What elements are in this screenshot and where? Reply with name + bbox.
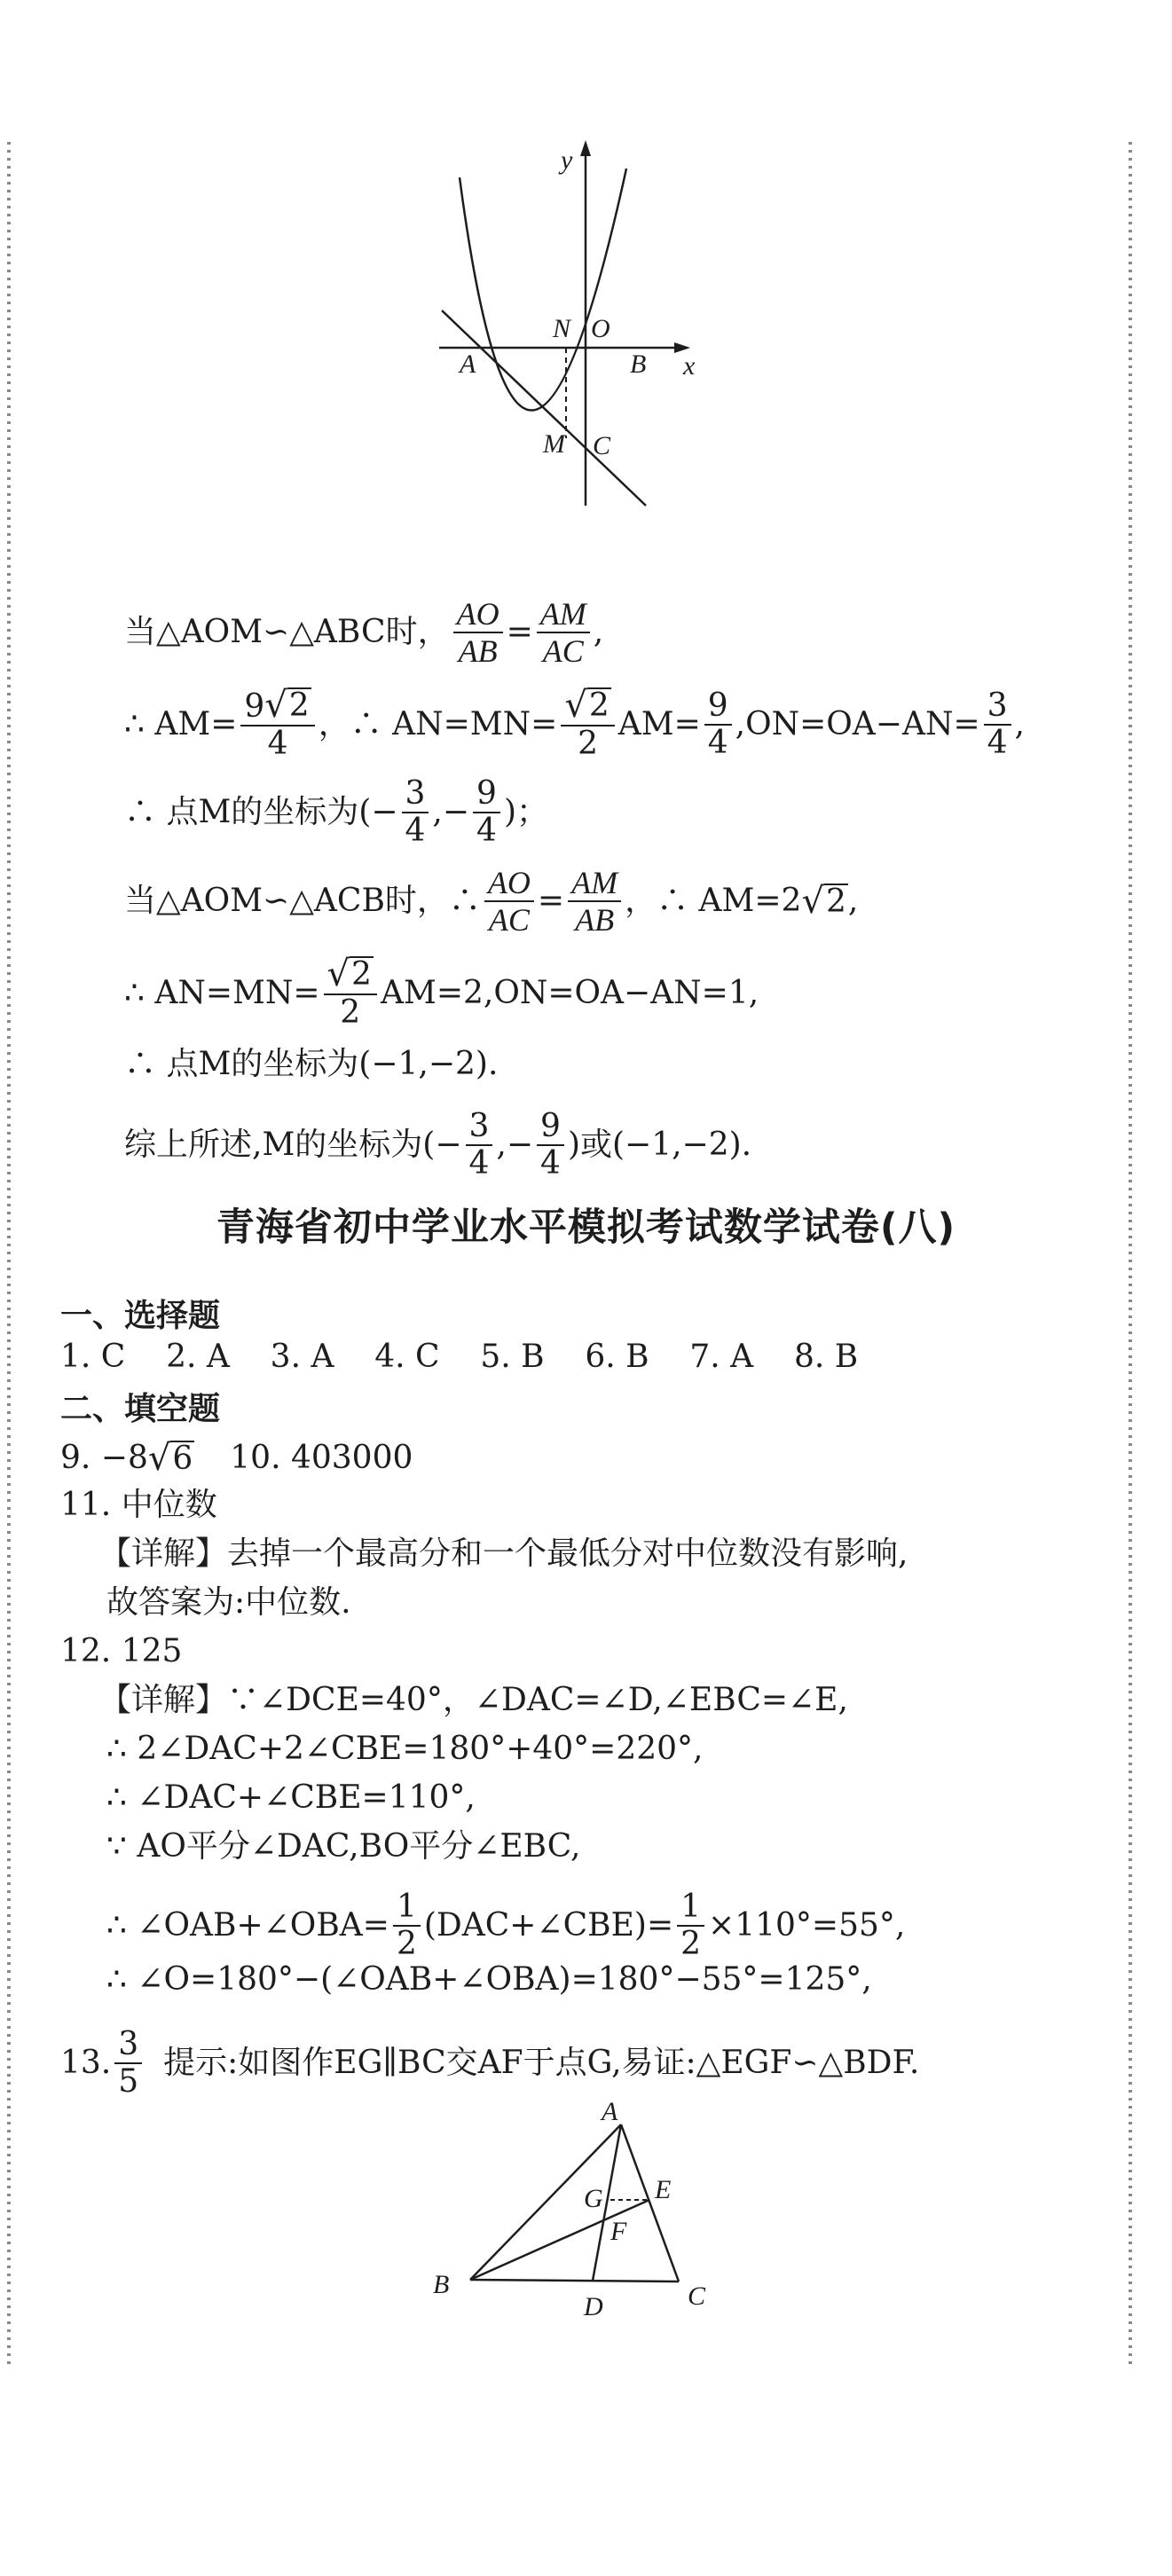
text: 1. C 2. A 3. A 4. C 5. B 6. B 7. A 8. B [60, 1339, 859, 1375]
solution-line-4: 当△AOM∽△ACB时，∴ $\frac{AO}{AC}$ = $\frac{AM}{AB}$ ，∴ AM=2 √ 2 , [124, 865, 859, 938]
text: 综上所述,M的坐标为(− [124, 1127, 462, 1163]
frac-num: 1 [677, 1889, 704, 1927]
frac-den: 4 [468, 1145, 490, 1182]
solution-line-2: ∴ AM= 9 √ 2 4 ，∴ AN=MN= √ 2 2 AM= $\frac{9}{4}$ ,ON=OA−AN= $\frac{3}{4}$ , [124, 685, 1025, 762]
text: )； [503, 794, 548, 830]
text: 13. [60, 2045, 112, 2081]
q12-detail-3 [106, 1779, 476, 1818]
label-d: D [584, 2292, 603, 2321]
solution-line-6 [124, 1045, 498, 1084]
text: ∴ 点M的坐标为(− [124, 794, 398, 830]
text: ,ON=OA−AN= [735, 706, 980, 742]
solution-line-3 [124, 776, 548, 849]
frac-den: 4 [707, 725, 728, 761]
label-f: F [610, 2217, 627, 2246]
text: 【详解】∵∠DCE=40°，∠DAC=∠D,∠EBC=∠E, [99, 1682, 848, 1718]
frac-den: 2 [680, 1926, 702, 1962]
text: ，∴ AM=2 [625, 883, 802, 919]
q13 [60, 2027, 919, 2100]
q12-detail-4 [106, 1827, 581, 1866]
text: AM=2,ON=OA−AN=1, [380, 975, 759, 1011]
text: 11. 中位数 [60, 1487, 217, 1523]
text: 10. 403000 [230, 1440, 413, 1476]
label-x: x [683, 351, 696, 381]
right-border-decoration [1129, 142, 1141, 2368]
frac-den: 4 [476, 813, 497, 849]
frac-num: 3 [402, 776, 429, 813]
text: AM= [617, 706, 701, 742]
label-m: M [543, 429, 565, 459]
text: = [537, 883, 565, 919]
label-c: C [593, 431, 611, 460]
text: (DAC+∠CBE)= [423, 1907, 674, 1944]
text: 【详解】去掉一个最高分和一个最低分对中位数没有影响, [99, 1535, 908, 1572]
frac-den: 2 [340, 994, 361, 1031]
text: ∴ 点M的坐标为(−1,−2). [124, 1046, 499, 1082]
q11-detail-1 [99, 1535, 908, 1574]
frac-num: 3 [114, 2027, 142, 2064]
label-y: y [561, 145, 573, 175]
label-b: B [433, 2270, 450, 2299]
radicand: 2 [351, 956, 372, 993]
radicand: 2 [825, 884, 846, 920]
text: ∴ ∠O=180°−(∠OAB+∠OBA)=180°−55°=125°, [106, 1961, 872, 1998]
text: = [506, 614, 533, 650]
text: ,− [496, 1127, 534, 1163]
text: 9. −8 [60, 1440, 148, 1476]
frac-num: 9 [537, 1109, 564, 1146]
text: 提示:如图作EG∥BC交AF于点G,易证:△EGF∽△BDF. [163, 2045, 920, 2081]
text: ，∴ AN=MN= [318, 706, 558, 742]
text: ∴ AM= [124, 706, 238, 742]
choice-heading: 一、选择题 [60, 1298, 221, 1334]
text: )或(−1,−2). [567, 1127, 752, 1163]
frac-den: 5 [118, 2063, 139, 2100]
frac-den: AB [575, 902, 615, 938]
radicand: 6 [172, 1441, 193, 1477]
frac-den: AC [488, 902, 530, 938]
text: 当△AOM∽△ABC时， [124, 614, 450, 650]
fill-heading: 二、填空题 [60, 1391, 221, 1427]
frac-num: AO [453, 596, 503, 633]
y-axis-arrow [580, 140, 591, 156]
q11 [60, 1486, 217, 1525]
text: , [593, 614, 604, 650]
frac-num: 9 [473, 776, 500, 813]
exam-title: 青海省初中学业水平模拟考试数学试卷(八) [216, 1206, 956, 1250]
radicand: 2 [588, 687, 610, 724]
q12-detail-2 [106, 1730, 704, 1769]
text: ∴ ∠OAB+∠OBA= [106, 1907, 389, 1944]
frac-den: 4 [987, 725, 1008, 761]
text: 当△AOM∽△ACB时，∴ [124, 883, 481, 919]
solution-line-5: ∴ AN=MN= √ 2 2 AM=2,ON=OA−AN=1, [124, 954, 759, 1031]
text: ,− [432, 794, 470, 830]
q12-detail-6 [106, 1960, 872, 1999]
q12-detail-1 [99, 1681, 848, 1720]
label-o: O [591, 314, 610, 343]
left-border-decoration [7, 142, 20, 2368]
frac-den: 2 [578, 726, 598, 762]
frac-den: 4 [540, 1145, 561, 1182]
text: ∴ ∠DAC+∠CBE=110°, [106, 1779, 476, 1816]
solution-line-7 [124, 1109, 751, 1182]
frac-num: 9 [244, 688, 265, 725]
text: 故答案为:中位数. [106, 1584, 351, 1621]
text: ∴ 2∠DAC+2∠CBE=180°+40°=220°, [106, 1731, 704, 1767]
label-g: G [584, 2184, 603, 2213]
frac-den: AC [542, 633, 584, 669]
label-c: C [688, 2281, 706, 2311]
label-a: A [460, 349, 476, 379]
frac-num: AM [537, 596, 590, 633]
frac-den: 2 [396, 1926, 417, 1962]
frac-num: 9 [704, 688, 732, 726]
text: ∵ AO平分∠DAC,BO平分∠EBC, [106, 1828, 581, 1865]
text: , [847, 883, 859, 919]
label-e: E [655, 2175, 672, 2204]
text: , [1014, 706, 1025, 742]
text: ∴ AN=MN= [124, 975, 320, 1011]
line-ac [442, 310, 646, 506]
q11-detail-2 [106, 1583, 351, 1622]
label-n: N [553, 314, 571, 343]
side-bc [470, 2280, 679, 2281]
parabola-figure [417, 133, 710, 514]
frac-num: 3 [984, 688, 1011, 726]
text: ×110°=55°, [708, 1907, 906, 1944]
radicand: 2 [288, 687, 310, 724]
q12-detail-5 [106, 1889, 905, 1962]
choice-answers [60, 1338, 858, 1377]
frac-num: AO [484, 865, 534, 902]
frac-num: 3 [466, 1109, 493, 1146]
solution-line-1 [124, 596, 603, 669]
frac-num: AM [568, 865, 621, 902]
label-b: B [630, 349, 647, 379]
frac-den: 4 [405, 813, 426, 849]
label-a: A [602, 2097, 618, 2126]
q9-q10: 9. −8 √ 6 10. 403000 [60, 1438, 413, 1479]
frac-den: AB [458, 633, 498, 669]
frac-num: 1 [393, 1889, 421, 1927]
triangle-figure [417, 2093, 719, 2342]
q12 [60, 1632, 182, 1671]
text: 12. 125 [60, 1633, 183, 1669]
frac-den: 4 [267, 726, 288, 762]
parabola-curve [460, 169, 626, 411]
